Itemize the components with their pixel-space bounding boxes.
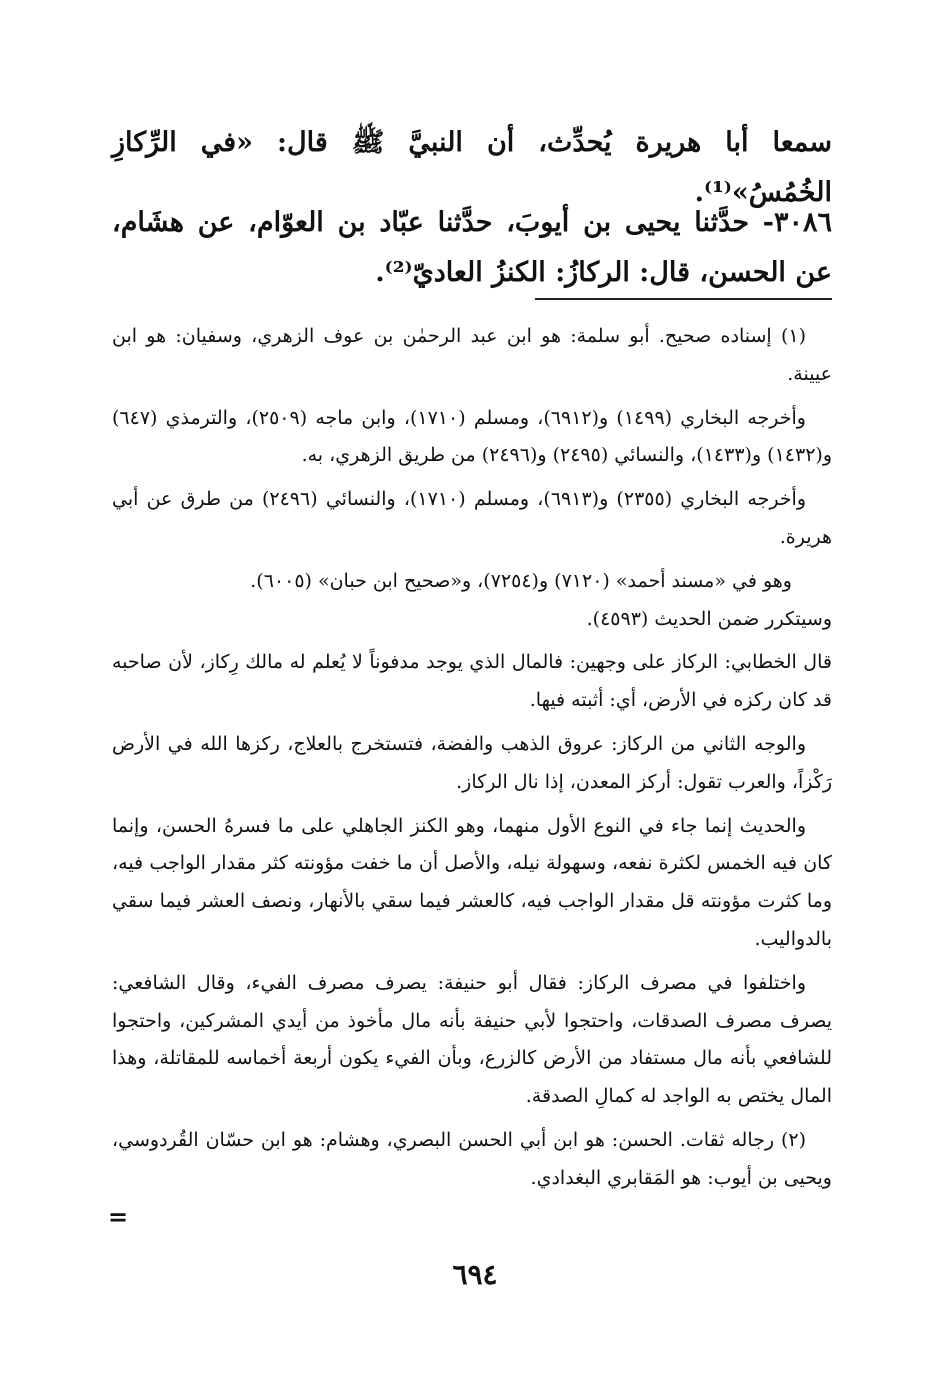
main-text-hadith: [112, 198, 832, 298]
footnote-paragraph: والحديث إنما جاء في النوع الأول منهما، وهو الكنز الجاهلي على ما فسرهُ الحسن، وإنما كان فيه الخمس لكثرة نفعه، وسهولة نيله، والأصل أن ما خفت مؤونته كثر مقدار الواجب فيه، وما كثرت مؤونته قل مقدار الواجب فيه، كالعشر فيما سقي بالأنهار، ونصف العشر فيما سقي بالدواليب.: [112, 814, 832, 950]
continuation-mark: =: [108, 1202, 129, 1231]
footnote-paragraph: وسيتكرر ضمن الحديث (٤٥٩٣).: [586, 607, 832, 630]
footnote-2: (٢) رجاله ثقات. الحسن: هو ابن أبي الحسن البصري، وهشام: هو ابن حسّان القُردوسي، ويحيى بن أيوب: هو المَقابري البغدادي.: [112, 1128, 832, 1189]
footnote-paragraph: والوجه الثاني من الركاز: عروق الذهب والفضة، فتستخرج بالعلاج، ركزها الله في الأرض رَكْزاً، والعرب تقول: أركز المعدن، إذا نال الركاز.: [112, 732, 832, 793]
footnote-paragraph: وهو في «مسند أحمد» (٧١٢٠) و(٧٢٥٤)، و«صحيح ابن حبان» (٦٠٠٥).: [250, 569, 792, 592]
hadith-ending-line: سمعا أبا هريرة يُحدِّث، أن النبيَّ ﷺ قال: «في الرِّكازِ الخُمُسُ»⁽¹⁾.: [112, 127, 832, 208]
hadith-3086: ٣٠٨٦- حدَّثنا يحيى بن أيوبَ، حدَّثنا عبّاد بن العوّام، عن هشَام، عن الحسن، قال: الركازُ: الكنزُ العاديّ⁽²⁾.: [112, 207, 832, 288]
footnote-paragraph: وأخرجه البخاري (٢٣٥٥) و(٦٩١٣)، ومسلم (١٧١٠)، والنسائي (٢٤٩٦) من طرق عن أبي هريرة.: [112, 488, 832, 548]
footnotes: [112, 318, 832, 1204]
footnote-paragraph: وأخرجه البخاري (١٤٩٩) و(٦٩١٢)، ومسلم (١٧١٠)، وابن ماجه (٢٥٠٩)، والترمذي (٦٤٧) و(١٤٣٢) و(١٤٣٣)، والنسائي (٢٤٩٥) و(٢٤٩٦) من طريق الزهري، به.: [112, 406, 832, 467]
footnote-separator: [535, 298, 832, 300]
footnote-paragraph: قال الخطابي: الركاز على وجهين: فالمال الذي يوجد مدفوناً لا يُعلم له مالك رِكاز، لأن صاحبه قد كان ركزه في الأرض، أي: أثبته فيها.: [112, 651, 832, 712]
footnote-1: (١) إسناده صحيح. أبو سلمة: هو ابن عبد الرحمٰن بن عوف الزهري، وسفيان: هو ابن عيينة.: [112, 325, 832, 385]
page-number: ٦٩٤: [452, 1258, 498, 1291]
footnote-paragraph: واختلفوا في مصرف الركاز: فقال أبو حنيفة: يصرف مصرف الفيء، وقال الشافعي: يصرف مصرف الصدقات، واحتجوا لأبي حنيفة بأنه مال مأخوذ من أيدي المشركين، واحتجوا للشافعي بأنه مال مستفاد من الأرض كالزرع، وبأن الفيء يكون أربعة أخماسه للمقاتلة، وهذا المال يختص به الواجد له كمالِ الصدقة.: [112, 971, 832, 1108]
